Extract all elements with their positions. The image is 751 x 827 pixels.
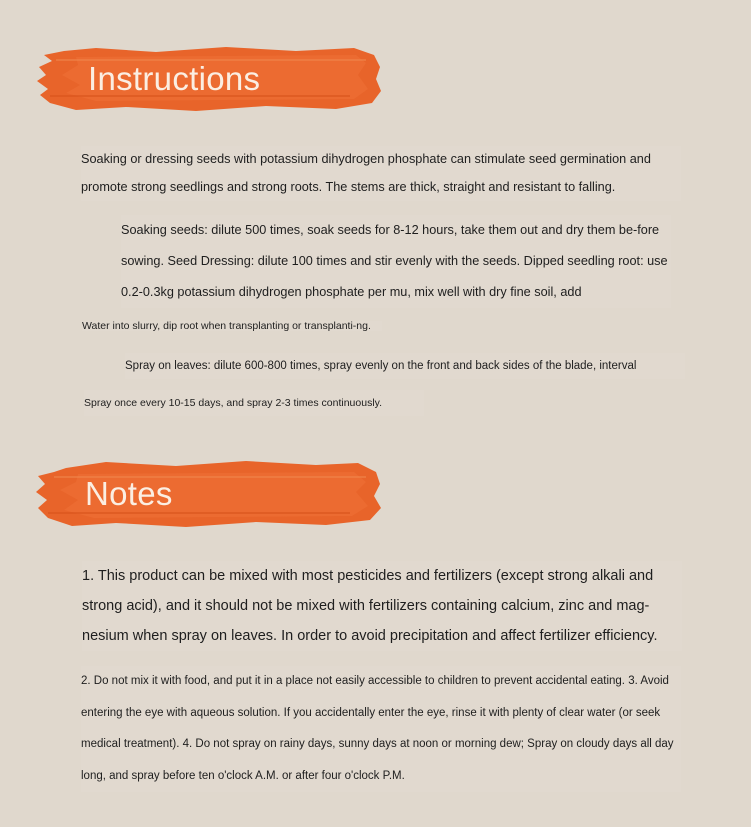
instructions-heading: Instructions (88, 60, 261, 97)
intro-paragraph: Soaking or dressing seeds with potassium dihydrogen phosphate can stimulate seed germination and promote strong seedlings and strong roots. The stems are thick, straight and resistant to falling. (81, 146, 681, 201)
spray-line-2: Spray once every 10-15 days, and spray 2-3 times continuously. (84, 390, 424, 416)
note-2-paragraph: 2. Do not mix it with food, and put it in a place not easily accessible to children to prevent accidental eating. 3. Avoid entering the eye with aqueous solution. If you accidentally enter the eye, rinse it with plenty of clear water (or seek medical treatment). 4. Do not spray on rainy days, sunny days at noon or morning dew; Spray on cloudy days all day long, and spray before ten o'clock A.M. or after four o'clock P.M. (81, 666, 681, 792)
notes-banner (36, 460, 382, 528)
note-1-paragraph: 1. This product can be mixed with most pesticides and fertilizers (except strong alkali and strong acid), and it should not be mixed with fertilizers containing calcium, zinc and mag-nesium when spray on leaves. In order to avoid precipitation and affect fertilizer efficiency. (82, 561, 682, 651)
soaking-paragraph: Soaking seeds: dilute 500 times, soak seeds for 8-12 hours, take them out and dry them be-fore sowing. Seed Dressing: dilute 100 times and stir evenly with the seeds. Dipped seedling root: use 0.2-0.3kg potassium dihydrogen phosphate per mu, mix well with dry fine soil, add (121, 215, 671, 308)
water-paragraph: Water into slurry, dip root when transplanting or transplanti-ng. (82, 321, 382, 331)
spray-line-1: Spray on leaves: dilute 600-800 times, spray evenly on the front and back sides of the blade, interval (125, 353, 685, 379)
notes-heading: Notes (85, 475, 173, 512)
instructions-banner (36, 45, 382, 113)
